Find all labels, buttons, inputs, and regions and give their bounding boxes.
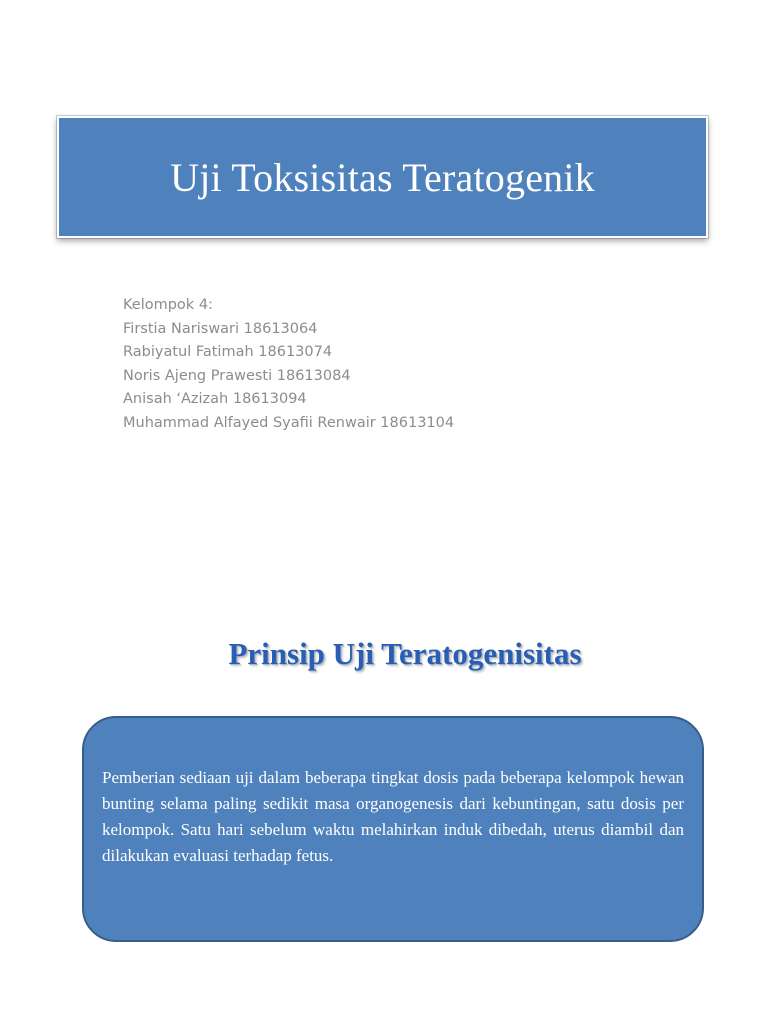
principle-slide	[0, 512, 768, 1024]
member-name: Rabiyatul Fatimah 18613074	[123, 344, 333, 360]
member-name: Noris Ajeng Prawesti 18613084	[123, 367, 351, 384]
group-members-list	[123, 294, 454, 435]
group-label: Kelompok 4:	[123, 297, 213, 313]
section-heading: Prinsip Uji Teratogenisitas	[228, 636, 582, 671]
member-name: Anisah ‘Azizah 18613094	[123, 391, 307, 407]
member-name: Firstia Nariswari 18613064	[123, 320, 318, 337]
member-name: Muhammad Alfayed Syafii Renwair 18613104	[123, 414, 455, 431]
principle-text: Pemberian sediaan uji dalam beberapa tingkat dosis pada beberapa kelompok hewan bunting selama paling sedikit masa organogenesis dari kebuntingan, satu dosis per kelompok. Satu hari sebelum waktu melahirkan induk dibedah, uterus diambil dan dilakukan evaluasi terhadap fetus.	[102, 768, 684, 865]
title-banner	[57, 116, 708, 238]
principle-box	[82, 716, 704, 942]
slide-title: Uji Toksisitas Teratogenik	[170, 154, 595, 200]
